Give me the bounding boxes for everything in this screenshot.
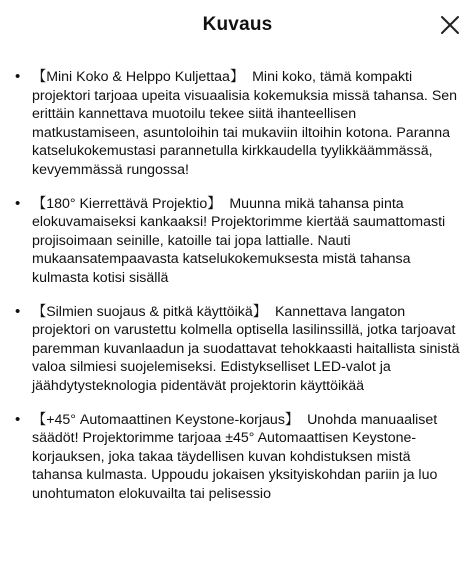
feature-text: Kannettava langaton projektori on varustettu kolmella optisella lasilinssillä, jotka tarjoavat paremman kuvanlaadun ja suodattavat tehokkaasti haitallista sinistä valoa silmiesi suojelemiseksi. Edistykselliset LED-valot ja jäähdytysteknologia pidentävät projektorin käyttöikää [32, 303, 460, 394]
page-title: Kuvaus [202, 14, 273, 35]
feature-text: Unohda manuaaliset säädöt! Projektorimme tarjoaa ±45° Automaattisen Keystone-korjauksen, joka takaa täydellisen kuvan kohdistuksen mistä tahansa kulmasta. Uppoudu jokaisen yksityiskohdan pariin ja luo unohtumaton elokuvailta tai pelisessio [32, 411, 438, 502]
bullet: • [15, 68, 21, 85]
feature-heading: 【Mini Koko & Helppo Kuljettaa】 [32, 69, 245, 85]
feature-list [14, 68, 461, 503]
bullet: • [15, 410, 21, 428]
description-content [0, 50, 475, 503]
list-item [14, 411, 461, 504]
close-button[interactable] [437, 12, 463, 38]
bullet: • [15, 194, 21, 212]
list-item [14, 195, 461, 288]
feature-text: Mini koko, tämä kompakti projektori tarjoaa upeita visuaalisia kokemuksia missä tahansa. Sen erittäin kannettava muotoilu tekee siitä ihanteellisen matkustamiseen, asuntoloihin tai mukaviin iltoihin kotona. Paranna katselukokemustasi parannetulla kirkkaudella tyylikkäämmässä, kevyemmässä rungossa! [32, 69, 458, 178]
feature-text: Muunna mikä tahansa pinta elokuvamaiseksi kankaaksi! Projektorimme kiertää saumattomasti projisoimaan seinille, katoille tai jopa lattialle. Nauti mukaansatempaavasta katselukokemuksesta mistä tahansa kulmasta kotisi sisällä [32, 195, 446, 286]
list-item [14, 68, 461, 180]
bullet: • [15, 302, 21, 320]
feature-heading: 【Silmien suojaus & pitkä käyttöikä】 [32, 303, 267, 320]
sheet-header [0, 0, 475, 50]
feature-heading: 【180° Kierrettävä Projektio】 [32, 195, 222, 212]
list-item [14, 303, 461, 396]
close-icon [440, 15, 460, 35]
feature-heading: 【+45° Automaattinen Keystone-korjaus】 [32, 411, 300, 428]
